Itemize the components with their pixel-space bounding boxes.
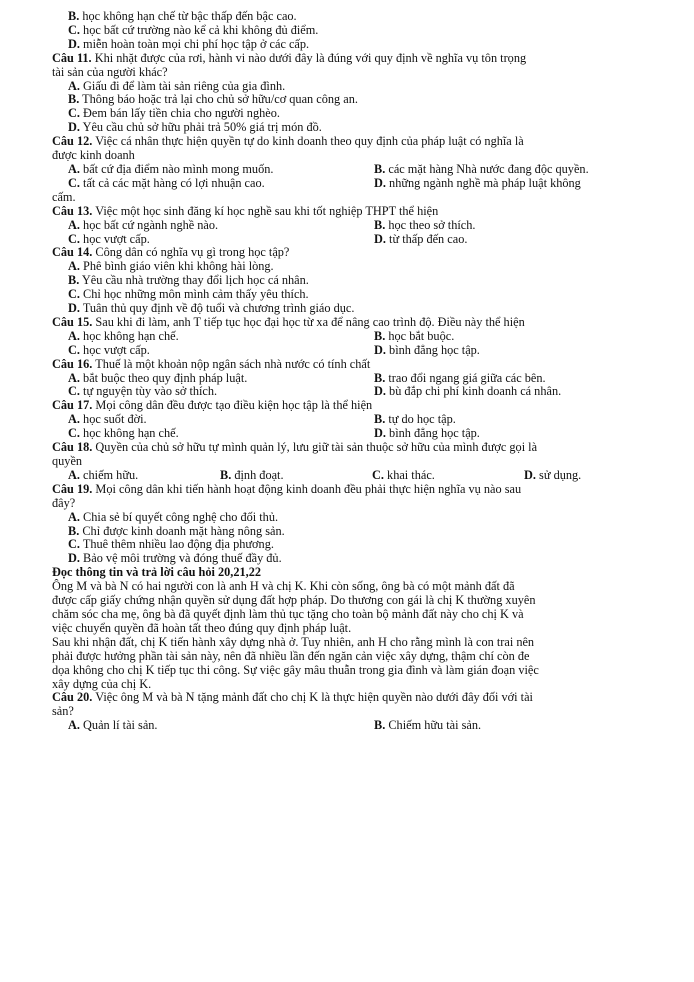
- question-text: Mọi công dân đều được tạo điều kiện học tập là thể hiện: [95, 398, 373, 413]
- option-label: D.: [68, 36, 80, 51]
- option-label: C.: [68, 342, 80, 357]
- question-15-stem: [52, 316, 652, 330]
- option-label: D.: [374, 231, 386, 246]
- question-text: Việc cá nhân thực hiện quyền tự do kinh doanh theo quy định của pháp luật có nghĩa là: [95, 134, 524, 149]
- option-text: học suốt đời.: [83, 412, 147, 427]
- option-text: Bảo vệ môi trường và đóng thuế đầy đủ.: [83, 551, 282, 566]
- passage-line: dọa không cho chị K tiếp tục thi công. Sự việc gây mâu thuẫn trong gia đình và làm gián đoạn việc: [52, 662, 539, 677]
- option-text: Chiếm hữu tài sản.: [388, 718, 482, 733]
- option-text: Chỉ học những môn mình cảm thấy yêu thích.: [83, 287, 309, 302]
- option-text: tự nguyện tùy vào sở thích.: [83, 384, 218, 399]
- option-text: học bất cứ ngành nghề nào.: [83, 217, 219, 232]
- option-c: [68, 177, 374, 191]
- option-label: D.: [68, 120, 80, 135]
- question-label: Câu 20.: [52, 690, 93, 705]
- option-text: những ngành nghề mà pháp luật không: [389, 175, 581, 190]
- option-a: [68, 163, 374, 177]
- option-label: C.: [68, 537, 80, 552]
- question-12-stem: [52, 135, 652, 149]
- passage-line: xây dựng của chị K.: [52, 676, 152, 691]
- option-text: sử dụng.: [539, 467, 582, 482]
- question-text: Thuế là một khoản nộp ngân sách nhà nước có tính chất: [95, 356, 371, 371]
- option-text: học bất cứ trường nào kể cả khi không đủ điểm.: [83, 22, 319, 37]
- option-text: Quản lí tài sản.: [83, 718, 158, 733]
- option-text: Chỉ được kinh doanh mặt hàng nông sản.: [82, 523, 285, 538]
- option-b: [374, 330, 454, 344]
- option-text: Tuân thủ quy định về độ tuổi và chương trình giáo dục.: [82, 301, 355, 316]
- option-row: [52, 385, 652, 399]
- option-text: định đoạt.: [234, 467, 284, 482]
- option-text: học không hạn chế từ bậc thấp đến bậc cao.: [82, 9, 297, 23]
- option-label: C.: [68, 231, 80, 246]
- option-label: B.: [68, 273, 80, 288]
- option-text: Yêu cầu nhà trường thay đổi lịch học cá nhân.: [81, 273, 309, 288]
- option-d: [52, 552, 652, 566]
- option-label: D.: [374, 342, 386, 357]
- option-label: D.: [374, 175, 386, 190]
- question-label: Câu 17.: [52, 398, 93, 413]
- question-11-stem: [52, 52, 652, 66]
- option-text: học theo sở thích.: [388, 217, 476, 232]
- question-text: Việc ông M và bà N tặng mảnh đất cho chị K là thực hiện quyền nào dưới đây đối với tài: [95, 690, 533, 705]
- option-label: B.: [374, 718, 386, 733]
- option-text: từ thấp đến cao.: [389, 231, 468, 246]
- option-b: [220, 469, 372, 483]
- option-label: C.: [68, 287, 80, 302]
- option-text: học bắt buộc.: [388, 328, 455, 343]
- option-label: B.: [68, 92, 80, 107]
- option-text: bắt buộc theo quy định pháp luật.: [83, 370, 248, 385]
- passage-line: phải được hưởng phần tài sản này, nên đã nhiều lần đến ngăn cản việc xây dựng, thậm chí còn đe: [52, 648, 530, 663]
- option-label: A.: [68, 509, 80, 524]
- option-text: bù đắp chi phí kinh doanh cá nhân.: [389, 384, 562, 399]
- question-13-stem: [52, 205, 652, 219]
- option-b: [374, 413, 456, 427]
- option-d: [374, 177, 581, 191]
- option-label: D.: [374, 426, 386, 441]
- option-text: Giấu đi để làm tài sản riêng của gia đình.: [83, 78, 286, 93]
- passage-line: Sau khi nhận đất, chị K tiến hành xây dựng nhà ở. Tuy nhiên, anh H cho rằng mình là con trai nên: [52, 634, 535, 649]
- option-a: [68, 219, 374, 233]
- question-text: Mọi công dân khi tiến hành hoạt động kinh doanh đều phải thực hiện nghĩa vụ nào sau: [95, 481, 522, 496]
- option-text: học không hạn chế.: [83, 426, 179, 441]
- option-label: A.: [68, 467, 80, 482]
- question-20-stem: [52, 691, 652, 705]
- option-label: B.: [68, 9, 80, 23]
- question-text: Việc một học sinh đăng kí học nghề sau khi tốt nghiệp THPT thể hiện: [95, 203, 439, 218]
- option-row: [52, 163, 652, 177]
- option-a: [52, 511, 652, 525]
- option-c: [52, 538, 652, 552]
- passage-line: chăm sóc cha mẹ, ông bà đã quyết định làm thủ tục tặng cho toàn bộ mảnh đất này cho chị K và: [52, 606, 524, 621]
- option-a: [52, 80, 652, 94]
- option-label: C.: [372, 467, 384, 482]
- option-text: bất cứ địa điểm nào mình mong muốn.: [83, 161, 274, 176]
- option-label: B.: [68, 523, 80, 538]
- option-row: [52, 469, 652, 483]
- option-label: B.: [374, 328, 386, 343]
- option-c: [68, 344, 374, 358]
- option-d: [374, 385, 561, 399]
- option-label: A.: [68, 718, 80, 733]
- option-a: [68, 330, 374, 344]
- option-label: D.: [524, 467, 536, 482]
- option-b: [52, 525, 652, 539]
- option-label: D.: [374, 384, 386, 399]
- option-label: A.: [68, 412, 80, 427]
- option-row: [52, 330, 652, 344]
- option-label: C.: [68, 384, 80, 399]
- option-label: A.: [68, 259, 80, 274]
- question-18-stem-cont: quyền: [52, 454, 83, 468]
- question-19-stem-cont: đây?: [52, 495, 76, 510]
- exam-document: [52, 10, 652, 733]
- option-a: [52, 260, 652, 274]
- question-label: Câu 12.: [52, 134, 93, 149]
- option-label: C.: [68, 106, 80, 121]
- option-a: [68, 372, 374, 386]
- option-d: [52, 38, 652, 52]
- option-b: [374, 163, 589, 177]
- option-text: học không hạn chế.: [83, 328, 179, 343]
- option-text: Đem bán lấy tiền chia cho người nghèo.: [83, 106, 280, 121]
- option-label: B.: [374, 412, 386, 427]
- question-label: Câu 15.: [52, 314, 93, 329]
- option-b: [374, 719, 481, 733]
- option-text: học vượt cấp.: [83, 342, 150, 357]
- option-text: chiếm hữu.: [83, 467, 139, 482]
- question-19-stem: [52, 483, 652, 497]
- question-text: Quyền của chủ sở hữu tự mình quản lý, lưu giữ tài sản thuộc sở hữu của mình được gọi là: [95, 440, 538, 455]
- option-label: B.: [374, 370, 386, 385]
- option-text: Yêu cầu chủ sở hữu phải trả 50% giá trị món đồ.: [82, 120, 322, 135]
- option-text: Thuê thêm nhiều lao động địa phương.: [82, 537, 274, 552]
- option-c: [68, 233, 374, 247]
- option-d: [374, 344, 480, 358]
- question-16-stem: [52, 358, 652, 372]
- option-row: [52, 413, 652, 427]
- option-d: [374, 427, 480, 441]
- reading-heading: Đọc thông tin và trả lời câu hỏi 20,21,22: [52, 565, 262, 580]
- passage-line: được cấp giấy chứng nhận quyền sử dụng đất hợp pháp. Do thương con gái là chị K thường xuyên: [52, 593, 536, 608]
- option-b: [52, 93, 652, 107]
- question-18-stem: [52, 441, 652, 455]
- question-11-stem-cont: tài sản của người khác?: [52, 64, 168, 79]
- option-label: D.: [68, 551, 80, 566]
- option-label: A.: [68, 328, 80, 343]
- option-label: D.: [68, 301, 80, 316]
- question-14-stem: [52, 246, 652, 260]
- question-text: Sau khi đi làm, anh T tiếp tục học đại học từ xa để nâng cao trình độ. Điều này thể hiện: [95, 314, 525, 329]
- option-text: tất cả các mặt hàng có lợi nhuận cao.: [83, 175, 265, 190]
- question-label: Câu 16.: [52, 356, 93, 371]
- question-text: Công dân có nghĩa vụ gì trong học tập?: [95, 245, 290, 260]
- question-text: Khi nhặt được của rơi, hành vi nào dưới đây là đúng với quy định về nghĩa vụ tôn trọng: [94, 50, 527, 65]
- question-label: Câu 11.: [52, 50, 92, 65]
- question-20-stem-cont: sản?: [52, 704, 74, 719]
- option-label: A.: [68, 161, 80, 176]
- option-text: bình đẳng học tập.: [389, 426, 480, 441]
- option-text: khai thác.: [387, 467, 435, 482]
- option-row: [52, 719, 652, 733]
- option-text: bình đẳng học tập.: [389, 342, 480, 357]
- option-c: [68, 427, 374, 441]
- option-row: [52, 219, 652, 233]
- option-a: [68, 413, 374, 427]
- option-label: B.: [220, 467, 232, 482]
- option-text: miễn hoàn toàn mọi chi phí học tập ở các cấp.: [83, 36, 310, 51]
- option-label: C.: [68, 175, 80, 190]
- option-d: [52, 302, 652, 316]
- option-d: [524, 469, 581, 483]
- passage-line: Ông M và bà N có hai người con là anh H và chị K. Khi còn sống, ông bà có một mảnh đất đã: [52, 579, 515, 594]
- option-label: B.: [374, 217, 386, 232]
- option-c: [52, 288, 652, 302]
- option-text: trao đổi ngang giá giữa các bên.: [388, 370, 546, 385]
- option-row: [52, 177, 652, 191]
- question-label: Câu 13.: [52, 203, 93, 218]
- option-row: [52, 233, 652, 247]
- option-c: [372, 469, 524, 483]
- option-label: A.: [68, 370, 80, 385]
- option-label: C.: [68, 426, 80, 441]
- option-label: A.: [68, 217, 80, 232]
- option-text: Thông báo hoặc trả lại cho chủ sở hữu/cơ quan công an.: [82, 92, 358, 107]
- option-b: [374, 219, 475, 233]
- option-text: tự do học tập.: [388, 412, 456, 427]
- option-text: học vượt cấp.: [83, 231, 150, 246]
- question-label: Câu 19.: [52, 481, 93, 496]
- option-c: [52, 107, 652, 121]
- option-d-cont: cấm.: [52, 189, 76, 204]
- option-row: [52, 372, 652, 386]
- question-label: Câu 18.: [52, 440, 93, 455]
- option-a: [68, 469, 220, 483]
- option-text: Chia sẻ bí quyết công nghệ cho đối thủ.: [83, 509, 279, 524]
- option-text: các mặt hàng Nhà nước đang độc quyền.: [388, 161, 589, 176]
- option-label: C.: [68, 22, 80, 37]
- question-12-stem-cont: được kinh doanh: [52, 148, 135, 163]
- option-a: [68, 719, 374, 733]
- option-b: [374, 372, 546, 386]
- option-c: [68, 385, 374, 399]
- option-c: [52, 24, 652, 38]
- option-d: [374, 233, 467, 247]
- question-17-stem: [52, 399, 652, 413]
- passage-line: việc chuyển quyền đã hoàn tất theo đúng quy định pháp luật.: [52, 620, 352, 635]
- option-d: [52, 121, 652, 135]
- option-text: Phê bình giáo viên khi không hài lòng.: [83, 259, 274, 274]
- option-row: [52, 427, 652, 441]
- option-b: [52, 10, 652, 24]
- option-row: [52, 344, 652, 358]
- question-label: Câu 14.: [52, 245, 93, 260]
- option-b: [52, 274, 652, 288]
- option-label: A.: [68, 78, 80, 93]
- option-label: B.: [374, 161, 386, 176]
